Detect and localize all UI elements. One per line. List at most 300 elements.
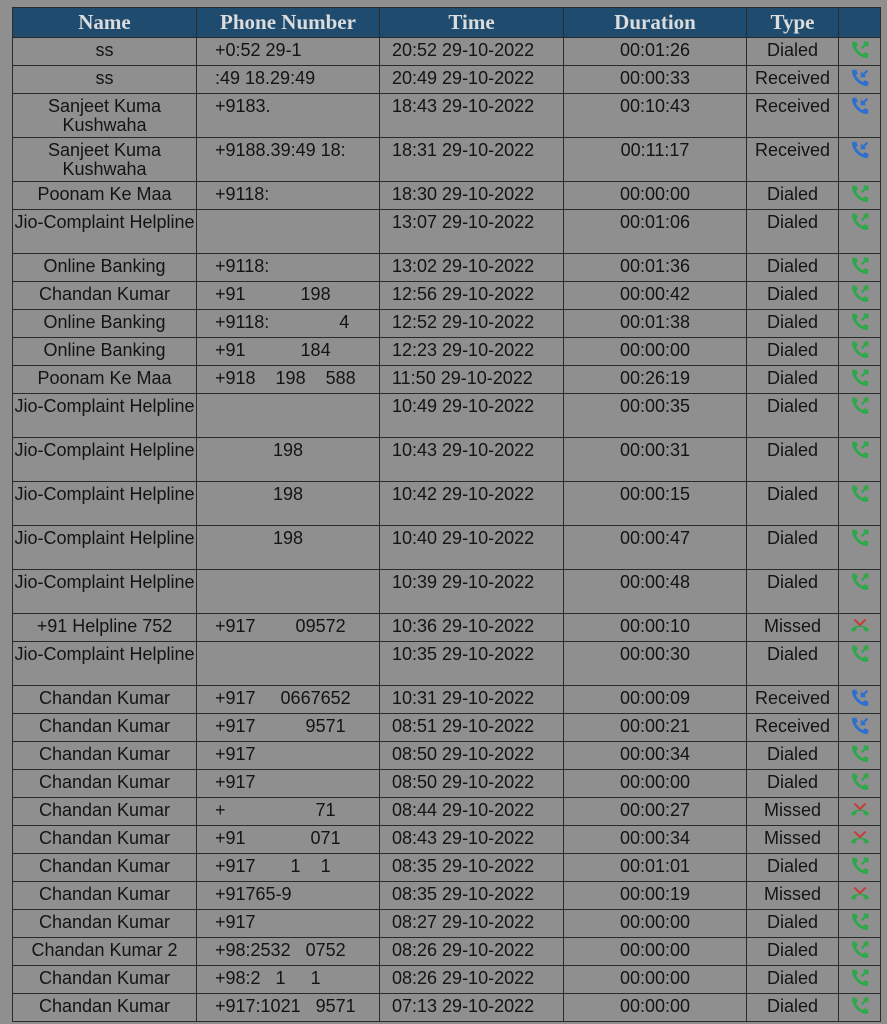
dialed-call-icon	[849, 367, 871, 389]
type-cell	[747, 526, 839, 570]
phone-number-cell	[197, 614, 380, 642]
call-type: Dialed	[766, 644, 819, 664]
call-type: Dialed	[766, 484, 819, 504]
call-duration: 00:00:30	[619, 644, 691, 664]
call-type: Dialed	[766, 528, 819, 548]
dialed-call-icon	[849, 911, 871, 933]
icon-cell	[839, 138, 881, 182]
phone-number: +9118: 4	[215, 312, 350, 332]
call-type: Dialed	[766, 856, 819, 876]
icon-cell	[839, 366, 881, 394]
call-time: 08:44 29-10-2022	[392, 800, 535, 820]
call-type: Received	[754, 140, 831, 160]
received-call-icon	[849, 687, 871, 709]
phone-number-cell	[197, 210, 380, 254]
icon-cell	[839, 570, 881, 614]
phone-number-cell	[197, 282, 380, 310]
type-cell	[747, 570, 839, 614]
missed-call-icon	[849, 615, 871, 637]
type-cell	[747, 66, 839, 94]
header-row	[13, 8, 881, 38]
icon-cell	[839, 66, 881, 94]
call-duration: 00:00:48	[619, 572, 691, 592]
contact-name-cell	[13, 938, 197, 966]
icon-cell	[839, 182, 881, 210]
call-duration: 00:00:00	[619, 912, 691, 932]
call-type: Dialed	[766, 996, 819, 1016]
time-cell	[380, 642, 564, 686]
dialed-call-icon	[849, 527, 871, 549]
phone-number: +0:52 29-1	[215, 40, 302, 60]
table-row	[13, 742, 881, 770]
header-type: Type	[747, 8, 839, 38]
call-duration: 00:00:34	[619, 744, 691, 764]
call-time: 08:26 29-10-2022	[392, 940, 535, 960]
call-time: 10:49 29-10-2022	[392, 396, 535, 416]
contact-name-cell	[13, 570, 197, 614]
call-duration: 00:00:00	[619, 340, 691, 360]
phone-number-cell	[197, 686, 380, 714]
phone-number-cell	[197, 482, 380, 526]
phone-number: :49 18.29:49	[215, 68, 316, 88]
call-type: Dialed	[766, 256, 819, 276]
call-time: 18:43 29-10-2022	[392, 96, 535, 116]
table-row	[13, 94, 881, 138]
call-duration: 00:00:00	[619, 184, 691, 204]
contact-name-cell	[13, 66, 197, 94]
type-cell	[747, 642, 839, 686]
phone-number: 198	[272, 484, 304, 504]
phone-number-cell	[197, 826, 380, 854]
call-time: 08:43 29-10-2022	[392, 828, 535, 848]
call-type: Dialed	[766, 212, 819, 232]
table-row	[13, 938, 881, 966]
phone-number-cell	[197, 254, 380, 282]
call-time: 10:39 29-10-2022	[392, 572, 535, 592]
contact-name: Jio-Complaint Helpline	[14, 484, 195, 504]
call-duration: 00:00:42	[619, 284, 691, 304]
call-time: 08:27 29-10-2022	[392, 912, 535, 932]
icon-cell	[839, 714, 881, 742]
duration-cell	[564, 282, 747, 310]
phone-number-cell	[197, 438, 380, 482]
table-row	[13, 910, 881, 938]
table-row	[13, 66, 881, 94]
icon-cell	[839, 38, 881, 66]
contact-name-cell	[13, 210, 197, 254]
phone-number: +98:2532 0752	[215, 940, 346, 960]
icon-cell	[839, 254, 881, 282]
dialed-call-icon	[849, 39, 871, 61]
received-call-icon	[849, 95, 871, 117]
contact-name: ss	[95, 40, 114, 60]
call-type: Dialed	[766, 440, 819, 460]
time-cell	[380, 798, 564, 826]
call-time: 18:30 29-10-2022	[392, 184, 535, 204]
phone-number-cell	[197, 882, 380, 910]
table-row	[13, 438, 881, 482]
header-duration: Duration	[564, 8, 747, 38]
contact-name: Jio-Complaint Helpline	[14, 572, 195, 592]
call-duration: 00:00:21	[619, 716, 691, 736]
time-cell	[380, 310, 564, 338]
call-time: 18:31 29-10-2022	[392, 140, 535, 160]
phone-number: +917:1021 9571	[215, 996, 356, 1016]
time-cell	[380, 210, 564, 254]
call-type: Dialed	[766, 368, 819, 388]
duration-cell	[564, 138, 747, 182]
missed-call-icon	[849, 827, 871, 849]
contact-name: Chandan Kumar	[38, 772, 171, 792]
call-type: Dialed	[766, 912, 819, 932]
dialed-call-icon	[849, 395, 871, 417]
time-cell	[380, 570, 564, 614]
type-cell	[747, 210, 839, 254]
contact-name: Poonam Ke Maa	[37, 368, 172, 388]
duration-cell	[564, 338, 747, 366]
type-cell	[747, 366, 839, 394]
contact-name: Chandan Kumar	[38, 884, 171, 904]
time-cell	[380, 770, 564, 798]
dialed-call-icon	[849, 995, 871, 1017]
call-type: Missed	[763, 616, 821, 636]
contact-name: Chandan Kumar	[38, 800, 171, 820]
duration-cell	[564, 714, 747, 742]
phone-number	[215, 394, 379, 397]
contact-name-cell	[13, 438, 197, 482]
icon-cell	[839, 938, 881, 966]
table-row	[13, 854, 881, 882]
phone-number-cell	[197, 798, 380, 826]
contact-name-cell	[13, 394, 197, 438]
phone-number-cell	[197, 966, 380, 994]
contact-name-cell	[13, 366, 197, 394]
contact-name-cell	[13, 826, 197, 854]
contact-name: Online Banking	[43, 256, 166, 276]
received-call-icon	[849, 67, 871, 89]
icon-cell	[839, 394, 881, 438]
phone-number-cell	[197, 910, 380, 938]
contact-name-cell	[13, 642, 197, 686]
dialed-call-icon	[849, 183, 871, 205]
time-cell	[380, 38, 564, 66]
phone-number-cell	[197, 182, 380, 210]
call-duration: 00:00:31	[619, 440, 691, 460]
phone-number-cell	[197, 742, 380, 770]
phone-number: +917	[215, 744, 256, 764]
type-cell	[747, 714, 839, 742]
contact-name-cell	[13, 798, 197, 826]
duration-cell	[564, 366, 747, 394]
time-cell	[380, 66, 564, 94]
header-time: Time	[380, 8, 564, 38]
contact-name-cell	[13, 482, 197, 526]
call-duration: 00:00:19	[619, 884, 691, 904]
call-time: 07:13 29-10-2022	[392, 996, 535, 1016]
duration-cell	[564, 642, 747, 686]
contact-name: Chandan Kumar	[38, 716, 171, 736]
time-cell	[380, 854, 564, 882]
contact-name-cell	[13, 138, 197, 182]
duration-cell	[564, 910, 747, 938]
call-type: Dialed	[766, 968, 819, 988]
phone-number: +917 1 1	[215, 856, 331, 876]
contact-name-cell	[13, 910, 197, 938]
table-row	[13, 210, 881, 254]
type-cell	[747, 254, 839, 282]
phone-number-cell	[197, 310, 380, 338]
duration-cell	[564, 254, 747, 282]
phone-number: +917 09572	[215, 616, 346, 636]
table-row	[13, 254, 881, 282]
call-time: 11:50 29-10-2022	[392, 368, 533, 388]
phone-number-cell	[197, 570, 380, 614]
phone-number-cell	[197, 642, 380, 686]
call-time: 13:07 29-10-2022	[392, 212, 535, 232]
duration-cell	[564, 210, 747, 254]
call-duration: 00:01:26	[619, 40, 691, 60]
table-row	[13, 338, 881, 366]
time-cell	[380, 994, 564, 1022]
type-cell	[747, 826, 839, 854]
call-type: Dialed	[766, 184, 819, 204]
time-cell	[380, 282, 564, 310]
contact-name-cell	[13, 714, 197, 742]
contact-name: Online Banking	[43, 312, 166, 332]
duration-cell	[564, 770, 747, 798]
phone-number: +917 9571	[215, 716, 346, 736]
time-cell	[380, 526, 564, 570]
type-cell	[747, 770, 839, 798]
call-duration: 00:00:34	[619, 828, 691, 848]
duration-cell	[564, 526, 747, 570]
type-cell	[747, 438, 839, 482]
contact-name-cell	[13, 282, 197, 310]
table-row	[13, 138, 881, 182]
duration-cell	[564, 938, 747, 966]
contact-name: Jio-Complaint Helpline	[14, 644, 195, 664]
call-time: 08:26 29-10-2022	[392, 968, 535, 988]
header-phone-number: Phone Number	[197, 8, 380, 38]
time-cell	[380, 742, 564, 770]
type-cell	[747, 910, 839, 938]
phone-number: + 71	[215, 800, 336, 820]
received-call-icon	[849, 139, 871, 161]
call-type: Received	[754, 68, 831, 88]
table-row	[13, 38, 881, 66]
icon-cell	[839, 994, 881, 1022]
time-cell	[380, 338, 564, 366]
call-time: 10:31 29-10-2022	[392, 688, 535, 708]
contact-name-cell	[13, 742, 197, 770]
contact-name: Chandan Kumar	[38, 688, 171, 708]
time-cell	[380, 714, 564, 742]
contact-name-cell	[13, 686, 197, 714]
call-type: Dialed	[766, 396, 819, 416]
icon-cell	[839, 742, 881, 770]
contact-name: Sanjeet Kuma Kushwaha	[47, 96, 162, 135]
contact-name-cell	[13, 882, 197, 910]
call-duration: 00:01:36	[619, 256, 691, 276]
time-cell	[380, 966, 564, 994]
phone-number-cell	[197, 938, 380, 966]
dialed-call-icon	[849, 743, 871, 765]
phone-number: +9118:	[215, 256, 270, 276]
contact-name: Chandan Kumar	[38, 912, 171, 932]
icon-cell	[839, 686, 881, 714]
call-type: Dialed	[766, 40, 819, 60]
contact-name: ss	[95, 68, 114, 88]
call-type: Dialed	[766, 772, 819, 792]
contact-name: Poonam Ke Maa	[37, 184, 172, 204]
call-time: 08:35 29-10-2022	[392, 884, 535, 904]
call-time: 20:49 29-10-2022	[392, 68, 535, 88]
call-time: 10:40 29-10-2022	[392, 528, 535, 548]
phone-number-cell	[197, 714, 380, 742]
contact-name-cell	[13, 310, 197, 338]
contact-name: Chandan Kumar	[38, 744, 171, 764]
contact-name: Jio-Complaint Helpline	[14, 396, 195, 416]
type-cell	[747, 854, 839, 882]
call-type: Dialed	[766, 572, 819, 592]
contact-name: Chandan Kumar	[38, 856, 171, 876]
phone-number-cell	[197, 366, 380, 394]
type-cell	[747, 182, 839, 210]
contact-name: Jio-Complaint Helpline	[14, 440, 195, 460]
contact-name: +91 Helpline 752	[36, 616, 173, 636]
dialed-call-icon	[849, 855, 871, 877]
call-type: Dialed	[766, 340, 819, 360]
phone-number: +918 198 588	[215, 368, 356, 388]
phone-number-cell	[197, 994, 380, 1022]
call-duration: 00:11:17	[620, 140, 690, 160]
contact-name: Chandan Kumar 2	[31, 940, 178, 960]
duration-cell	[564, 994, 747, 1022]
duration-cell	[564, 686, 747, 714]
table-row	[13, 526, 881, 570]
type-cell	[747, 614, 839, 642]
missed-call-icon	[849, 883, 871, 905]
call-duration: 00:00:00	[619, 996, 691, 1016]
contact-name-cell	[13, 38, 197, 66]
icon-cell	[839, 526, 881, 570]
duration-cell	[564, 438, 747, 482]
icon-cell	[839, 210, 881, 254]
table-row	[13, 642, 881, 686]
duration-cell	[564, 614, 747, 642]
phone-number	[215, 210, 379, 213]
phone-number	[215, 642, 379, 645]
duration-cell	[564, 570, 747, 614]
call-time: 12:23 29-10-2022	[392, 340, 535, 360]
icon-cell	[839, 94, 881, 138]
duration-cell	[564, 742, 747, 770]
type-cell	[747, 882, 839, 910]
call-time: 08:51 29-10-2022	[392, 716, 535, 736]
table-row	[13, 366, 881, 394]
time-cell	[380, 94, 564, 138]
dialed-call-icon	[849, 211, 871, 233]
duration-cell	[564, 182, 747, 210]
dialed-call-icon	[849, 339, 871, 361]
contact-name: Jio-Complaint Helpline	[14, 212, 195, 232]
type-cell	[747, 394, 839, 438]
table-row	[13, 714, 881, 742]
call-time: 08:50 29-10-2022	[392, 744, 535, 764]
dialed-call-icon	[849, 571, 871, 593]
dialed-call-icon	[849, 255, 871, 277]
contact-name-cell	[13, 94, 197, 138]
type-cell	[747, 798, 839, 826]
phone-number	[215, 570, 379, 573]
type-cell	[747, 994, 839, 1022]
type-cell	[747, 138, 839, 182]
type-cell	[747, 966, 839, 994]
phone-number: +98:2 1 1	[215, 968, 321, 988]
call-duration: 00:00:27	[619, 800, 691, 820]
phone-number-cell	[197, 66, 380, 94]
phone-number-cell	[197, 854, 380, 882]
contact-name: Sanjeet Kuma Kushwaha	[47, 140, 162, 179]
duration-cell	[564, 826, 747, 854]
time-cell	[380, 394, 564, 438]
phone-number-cell	[197, 770, 380, 798]
duration-cell	[564, 394, 747, 438]
phone-number: +91 184	[215, 340, 331, 360]
time-cell	[380, 882, 564, 910]
dialed-call-icon	[849, 283, 871, 305]
phone-number: +9183.	[215, 96, 271, 116]
table-row	[13, 770, 881, 798]
type-cell	[747, 94, 839, 138]
call-duration: 00:10:43	[619, 96, 691, 116]
call-time: 13:02 29-10-2022	[392, 256, 535, 276]
icon-cell	[839, 854, 881, 882]
contact-name: Chandan Kumar	[38, 968, 171, 988]
contact-name-cell	[13, 338, 197, 366]
contact-name-cell	[13, 966, 197, 994]
contact-name: Jio-Complaint Helpline	[14, 528, 195, 548]
call-time: 10:42 29-10-2022	[392, 484, 535, 504]
dialed-call-icon	[849, 439, 871, 461]
dialed-call-icon	[849, 643, 871, 665]
duration-cell	[564, 94, 747, 138]
icon-cell	[839, 282, 881, 310]
table-row	[13, 614, 881, 642]
time-cell	[380, 686, 564, 714]
phone-number-cell	[197, 338, 380, 366]
time-cell	[380, 826, 564, 854]
icon-cell	[839, 882, 881, 910]
call-type: Missed	[763, 884, 821, 904]
icon-cell	[839, 482, 881, 526]
phone-number-cell	[197, 526, 380, 570]
call-type: Dialed	[766, 940, 819, 960]
type-cell	[747, 338, 839, 366]
icon-cell	[839, 910, 881, 938]
call-type: Received	[754, 688, 831, 708]
call-duration: 00:00:00	[619, 772, 691, 792]
call-type: Received	[754, 96, 831, 116]
call-type: Dialed	[766, 284, 819, 304]
phone-number: +91 071	[215, 828, 341, 848]
dialed-call-icon	[849, 939, 871, 961]
table-row	[13, 882, 881, 910]
table-row	[13, 570, 881, 614]
call-duration: 00:00:10	[619, 616, 691, 636]
icon-cell	[839, 826, 881, 854]
duration-cell	[564, 38, 747, 66]
